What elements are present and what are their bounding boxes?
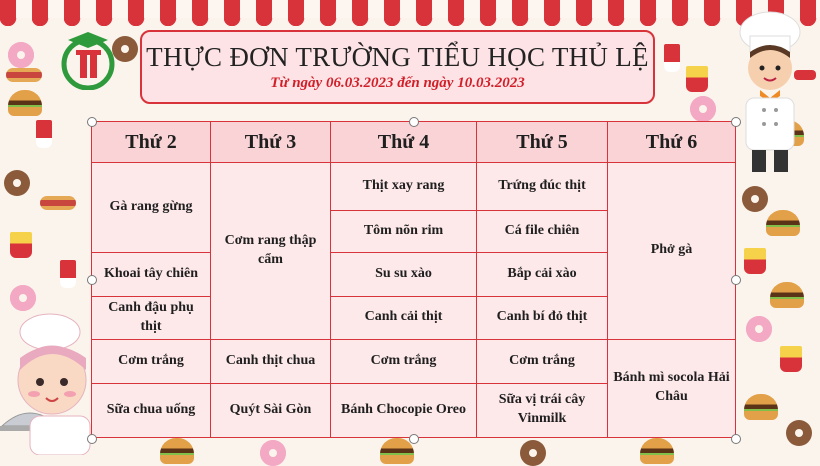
burger-icon (8, 90, 42, 116)
header-monday[interactable]: Thứ 2 (92, 122, 211, 163)
resize-handle[interactable] (409, 117, 419, 127)
table-row (92, 163, 736, 211)
hotdog-icon (40, 196, 76, 210)
burger-icon (770, 282, 804, 308)
thursday-main-1[interactable]: Trứng đúc thịt (477, 163, 608, 211)
burger-icon (744, 394, 778, 420)
thursday-soup[interactable]: Canh bí đỏ thịt (477, 296, 608, 339)
monday-main-1[interactable]: Gà rang gừng (92, 163, 211, 253)
wednesday-dessert[interactable]: Bánh Chocopie Oreo (331, 383, 477, 437)
school-logo (50, 28, 126, 90)
tuesday-soup[interactable]: Canh thịt chua (211, 339, 331, 383)
title-box (140, 30, 655, 104)
thursday-main-2[interactable]: Cá file chiên (477, 211, 608, 253)
donut-icon (10, 285, 36, 311)
donut-icon (4, 170, 30, 196)
hotdog-icon (6, 68, 42, 82)
monday-main-2[interactable]: Khoai tây chiên (92, 253, 211, 296)
tuesday-dessert[interactable]: Quýt Sài Gòn (211, 383, 331, 437)
burger-icon (640, 438, 674, 464)
monday-soup[interactable]: Canh đậu phụ thịt (92, 296, 211, 339)
fries-icon (780, 346, 802, 372)
wednesday-main-3[interactable]: Su su xào (331, 253, 477, 296)
fries-icon (686, 66, 708, 92)
wednesday-main-1[interactable]: Thịt xay rang (331, 163, 477, 211)
thursday-dessert[interactable]: Sữa vị trái cây Vinmilk (477, 383, 608, 437)
chef-illustration (722, 6, 818, 176)
donut-icon (742, 186, 768, 212)
resize-handle[interactable] (731, 275, 741, 285)
header-friday[interactable]: Thứ 6 (608, 122, 736, 163)
monday-dessert[interactable]: Sữa chua uống (92, 383, 211, 437)
donut-icon (8, 42, 34, 68)
donut-icon (520, 440, 546, 466)
table-row (92, 339, 736, 383)
burger-icon (380, 438, 414, 464)
resize-handle[interactable] (409, 434, 419, 444)
donut-icon (690, 96, 716, 122)
burger-icon (766, 210, 800, 236)
resize-handle[interactable] (87, 117, 97, 127)
wednesday-soup[interactable]: Canh cải thịt (331, 296, 477, 339)
header-thursday[interactable]: Thứ 5 (477, 122, 608, 163)
drink-cup-icon (664, 44, 680, 72)
fries-icon (10, 232, 32, 258)
fries-icon (744, 248, 766, 274)
resize-handle[interactable] (87, 434, 97, 444)
wednesday-rice[interactable]: Cơm trắng (331, 339, 477, 383)
donut-icon (260, 440, 286, 466)
friday-main[interactable]: Phở gà (608, 163, 736, 340)
menu-table[interactable] (91, 121, 736, 438)
wednesday-main-2[interactable]: Tôm nõn rim (331, 211, 477, 253)
awning-decoration (0, 0, 820, 18)
donut-icon (746, 316, 772, 342)
drink-cup-icon (60, 260, 76, 288)
header-wednesday[interactable]: Thứ 4 (331, 122, 477, 163)
monday-rice[interactable]: Cơm trắng (92, 339, 211, 383)
burger-icon (160, 438, 194, 464)
resize-handle[interactable] (731, 117, 741, 127)
resize-handle[interactable] (87, 275, 97, 285)
thursday-rice[interactable]: Cơm trắng (477, 339, 608, 383)
friday-dessert[interactable]: Bánh mì socola Hải Châu (608, 339, 736, 437)
date-range: Từ ngày 06.03.2023 đến ngày 10.03.2023 (270, 75, 525, 91)
donut-icon (786, 420, 812, 446)
header-tuesday[interactable]: Thứ 3 (211, 122, 331, 163)
tuesday-main[interactable]: Cơm rang thập cẩm (211, 163, 331, 340)
resize-handle[interactable] (731, 434, 741, 444)
header-row (92, 122, 736, 163)
thursday-main-3[interactable]: Bắp cải xào (477, 253, 608, 296)
menu-title: THỰC ĐƠN TRƯỜNG TIỂU HỌC THỦ LỆ (146, 42, 649, 72)
drink-cup-icon (36, 120, 52, 148)
